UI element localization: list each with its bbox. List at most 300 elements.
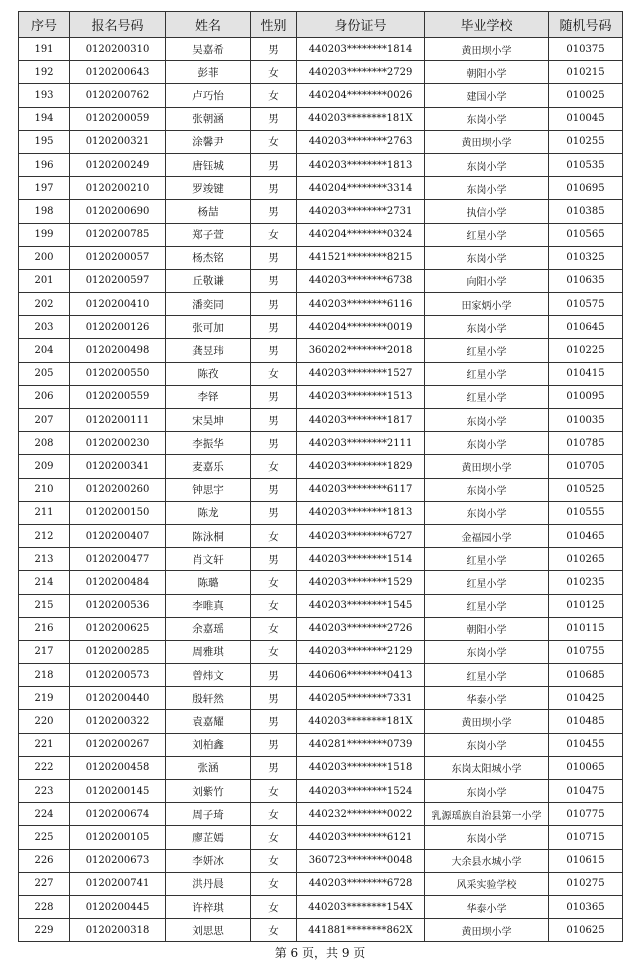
cell-reg-no: 0120200210 bbox=[70, 177, 166, 200]
cell-random-no: 010235 bbox=[549, 571, 623, 594]
cell-index: 194 bbox=[19, 107, 70, 130]
cell-school: 黄田坝小学 bbox=[425, 919, 549, 942]
cell-school: 华泰小学 bbox=[425, 895, 549, 918]
cell-random-no: 010715 bbox=[549, 826, 623, 849]
cell-name: 钟思宇 bbox=[166, 478, 251, 501]
table-body bbox=[19, 38, 623, 942]
cell-school: 红星小学 bbox=[425, 548, 549, 571]
cell-reg-no: 0120200321 bbox=[70, 130, 166, 153]
table-row bbox=[19, 895, 623, 918]
cell-id-no: 440203********1529 bbox=[297, 571, 425, 594]
cell-name: 陈龙 bbox=[166, 501, 251, 524]
cell-reg-no: 0120200440 bbox=[70, 687, 166, 710]
cell-index: 214 bbox=[19, 571, 70, 594]
table-row bbox=[19, 826, 623, 849]
cell-gender: 男 bbox=[251, 246, 297, 269]
cell-school: 执信小学 bbox=[425, 200, 549, 223]
table-row bbox=[19, 177, 623, 200]
cell-reg-no: 0120200690 bbox=[70, 200, 166, 223]
cell-school: 东岗小学 bbox=[425, 432, 549, 455]
cell-id-no: 440203********1527 bbox=[297, 362, 425, 385]
cell-reg-no: 0120200445 bbox=[70, 895, 166, 918]
cell-id-no: 441881********862X bbox=[297, 919, 425, 942]
cell-random-no: 010375 bbox=[549, 38, 623, 61]
cell-school: 东岗小学 bbox=[425, 640, 549, 663]
cell-random-no: 010465 bbox=[549, 524, 623, 547]
table-row bbox=[19, 246, 623, 269]
cell-name: 刘柏鑫 bbox=[166, 733, 251, 756]
cell-name: 殷轩然 bbox=[166, 687, 251, 710]
cell-id-no: 440203********1813 bbox=[297, 153, 425, 176]
table-row bbox=[19, 640, 623, 663]
cell-gender: 女 bbox=[251, 872, 297, 895]
cell-school: 红星小学 bbox=[425, 594, 549, 617]
table-header-row bbox=[19, 12, 623, 38]
cell-index: 209 bbox=[19, 455, 70, 478]
cell-gender: 女 bbox=[251, 223, 297, 246]
cell-index: 202 bbox=[19, 293, 70, 316]
cell-random-no: 010775 bbox=[549, 803, 623, 826]
cell-gender: 男 bbox=[251, 733, 297, 756]
cell-reg-no: 0120200762 bbox=[70, 84, 166, 107]
table-row bbox=[19, 524, 623, 547]
cell-random-no: 010225 bbox=[549, 339, 623, 362]
cell-id-no: 440203********154X bbox=[297, 895, 425, 918]
cell-id-no: 440203********1545 bbox=[297, 594, 425, 617]
table-row bbox=[19, 455, 623, 478]
col-header-random-no: 随机号码 bbox=[549, 12, 623, 38]
cell-name: 周雅琪 bbox=[166, 640, 251, 663]
cell-id-no: 440203********1829 bbox=[297, 455, 425, 478]
cell-name: 李振华 bbox=[166, 432, 251, 455]
col-header-id-no: 身份证号 bbox=[297, 12, 425, 38]
cell-reg-no: 0120200267 bbox=[70, 733, 166, 756]
cell-random-no: 010255 bbox=[549, 130, 623, 153]
table-row bbox=[19, 293, 623, 316]
cell-gender: 男 bbox=[251, 687, 297, 710]
cell-gender: 女 bbox=[251, 524, 297, 547]
cell-index: 216 bbox=[19, 617, 70, 640]
cell-gender: 女 bbox=[251, 640, 297, 663]
table-row bbox=[19, 223, 623, 246]
cell-index: 227 bbox=[19, 872, 70, 895]
table-row bbox=[19, 269, 623, 292]
student-table bbox=[18, 11, 623, 942]
cell-random-no: 010625 bbox=[549, 919, 623, 942]
cell-gender: 女 bbox=[251, 803, 297, 826]
table-row bbox=[19, 107, 623, 130]
cell-name: 周子琦 bbox=[166, 803, 251, 826]
cell-index: 225 bbox=[19, 826, 70, 849]
cell-name: 李铎 bbox=[166, 385, 251, 408]
cell-index: 212 bbox=[19, 524, 70, 547]
cell-reg-no: 0120200573 bbox=[70, 664, 166, 687]
cell-reg-no: 0120200310 bbox=[70, 38, 166, 61]
cell-name: 宋昊坤 bbox=[166, 409, 251, 432]
table-row bbox=[19, 200, 623, 223]
cell-id-no: 440606********0413 bbox=[297, 664, 425, 687]
table-row bbox=[19, 478, 623, 501]
cell-school: 东岗小学 bbox=[425, 409, 549, 432]
table-row bbox=[19, 756, 623, 779]
cell-school: 红星小学 bbox=[425, 362, 549, 385]
cell-id-no: 440203********6117 bbox=[297, 478, 425, 501]
cell-school: 东岗小学 bbox=[425, 153, 549, 176]
cell-id-no: 440203********6727 bbox=[297, 524, 425, 547]
student-list-sheet bbox=[18, 11, 622, 942]
cell-name: 李唯真 bbox=[166, 594, 251, 617]
table-row bbox=[19, 803, 623, 826]
cell-school: 红星小学 bbox=[425, 385, 549, 408]
cell-school: 黄田坝小学 bbox=[425, 38, 549, 61]
cell-reg-no: 0120200498 bbox=[70, 339, 166, 362]
cell-id-no: 440205********7331 bbox=[297, 687, 425, 710]
cell-index: 226 bbox=[19, 849, 70, 872]
cell-name: 张涵 bbox=[166, 756, 251, 779]
cell-index: 193 bbox=[19, 84, 70, 107]
cell-random-no: 010115 bbox=[549, 617, 623, 640]
cell-gender: 男 bbox=[251, 385, 297, 408]
cell-id-no: 440204********0019 bbox=[297, 316, 425, 339]
cell-index: 218 bbox=[19, 664, 70, 687]
cell-id-no: 440203********2129 bbox=[297, 640, 425, 663]
cell-school: 红星小学 bbox=[425, 571, 549, 594]
cell-id-no: 440203********6116 bbox=[297, 293, 425, 316]
cell-random-no: 010615 bbox=[549, 849, 623, 872]
cell-name: 陈泳桐 bbox=[166, 524, 251, 547]
cell-name: 许梓琪 bbox=[166, 895, 251, 918]
table-row bbox=[19, 687, 623, 710]
cell-id-no: 440204********3314 bbox=[297, 177, 425, 200]
cell-id-no: 440203********1518 bbox=[297, 756, 425, 779]
cell-index: 192 bbox=[19, 61, 70, 84]
cell-random-no: 010415 bbox=[549, 362, 623, 385]
cell-name: 吴嘉希 bbox=[166, 38, 251, 61]
cell-random-no: 010555 bbox=[549, 501, 623, 524]
cell-gender: 男 bbox=[251, 200, 297, 223]
cell-index: 222 bbox=[19, 756, 70, 779]
cell-name: 罗竣键 bbox=[166, 177, 251, 200]
cell-index: 223 bbox=[19, 780, 70, 803]
cell-reg-no: 0120200341 bbox=[70, 455, 166, 478]
cell-random-no: 010535 bbox=[549, 153, 623, 176]
cell-gender: 男 bbox=[251, 548, 297, 571]
cell-random-no: 010065 bbox=[549, 756, 623, 779]
cell-id-no: 440203********2111 bbox=[297, 432, 425, 455]
cell-id-no: 440203********181X bbox=[297, 710, 425, 733]
cell-random-no: 010755 bbox=[549, 640, 623, 663]
page-footer: 第 6 页，共 9 页 bbox=[274, 946, 366, 960]
cell-school: 东岗小学 bbox=[425, 246, 549, 269]
cell-school: 东岗小学 bbox=[425, 733, 549, 756]
cell-index: 219 bbox=[19, 687, 70, 710]
cell-school: 田家炳小学 bbox=[425, 293, 549, 316]
table-row bbox=[19, 153, 623, 176]
cell-index: 201 bbox=[19, 269, 70, 292]
cell-school: 黄田坝小学 bbox=[425, 130, 549, 153]
cell-school: 朝阳小学 bbox=[425, 61, 549, 84]
cell-name: 卢巧怡 bbox=[166, 84, 251, 107]
cell-id-no: 440203********6738 bbox=[297, 269, 425, 292]
table-row bbox=[19, 664, 623, 687]
col-header-index: 序号 bbox=[19, 12, 70, 38]
table-row bbox=[19, 409, 623, 432]
cell-gender: 女 bbox=[251, 362, 297, 385]
cell-reg-no: 0120200785 bbox=[70, 223, 166, 246]
cell-reg-no: 0120200318 bbox=[70, 919, 166, 942]
cell-school: 黄田坝小学 bbox=[425, 710, 549, 733]
table-row bbox=[19, 432, 623, 455]
cell-name: 潘奕同 bbox=[166, 293, 251, 316]
cell-reg-no: 0120200322 bbox=[70, 710, 166, 733]
table-row bbox=[19, 130, 623, 153]
cell-name: 陈孜 bbox=[166, 362, 251, 385]
cell-school: 东岗小学 bbox=[425, 177, 549, 200]
cell-reg-no: 0120200260 bbox=[70, 478, 166, 501]
cell-gender: 男 bbox=[251, 38, 297, 61]
cell-index: 215 bbox=[19, 594, 70, 617]
cell-name: 张朝涵 bbox=[166, 107, 251, 130]
cell-name: 肖文轩 bbox=[166, 548, 251, 571]
cell-name: 郑子萱 bbox=[166, 223, 251, 246]
cell-index: 217 bbox=[19, 640, 70, 663]
cell-id-no: 440204********0324 bbox=[297, 223, 425, 246]
cell-gender: 女 bbox=[251, 826, 297, 849]
cell-random-no: 010455 bbox=[549, 733, 623, 756]
cell-gender: 女 bbox=[251, 130, 297, 153]
cell-name: 唐钰城 bbox=[166, 153, 251, 176]
cell-index: 199 bbox=[19, 223, 70, 246]
cell-random-no: 010645 bbox=[549, 316, 623, 339]
cell-gender: 男 bbox=[251, 664, 297, 687]
cell-reg-no: 0120200230 bbox=[70, 432, 166, 455]
cell-name: 刘思思 bbox=[166, 919, 251, 942]
cell-random-no: 010125 bbox=[549, 594, 623, 617]
cell-index: 198 bbox=[19, 200, 70, 223]
col-header-gender: 性别 bbox=[251, 12, 297, 38]
col-header-name: 姓名 bbox=[166, 12, 251, 38]
cell-reg-no: 0120200126 bbox=[70, 316, 166, 339]
col-header-school: 毕业学校 bbox=[425, 12, 549, 38]
cell-school: 大余县水城小学 bbox=[425, 849, 549, 872]
cell-id-no: 440203********1817 bbox=[297, 409, 425, 432]
cell-reg-no: 0120200625 bbox=[70, 617, 166, 640]
cell-gender: 男 bbox=[251, 153, 297, 176]
cell-reg-no: 0120200145 bbox=[70, 780, 166, 803]
cell-random-no: 010785 bbox=[549, 432, 623, 455]
cell-reg-no: 0120200741 bbox=[70, 872, 166, 895]
cell-gender: 男 bbox=[251, 432, 297, 455]
cell-random-no: 010565 bbox=[549, 223, 623, 246]
table-row bbox=[19, 872, 623, 895]
table-row bbox=[19, 362, 623, 385]
cell-reg-no: 0120200407 bbox=[70, 524, 166, 547]
cell-random-no: 010685 bbox=[549, 664, 623, 687]
cell-gender: 男 bbox=[251, 409, 297, 432]
cell-name: 杨杰铭 bbox=[166, 246, 251, 269]
cell-reg-no: 0120200410 bbox=[70, 293, 166, 316]
table-row bbox=[19, 617, 623, 640]
cell-name: 余嘉瑶 bbox=[166, 617, 251, 640]
cell-gender: 男 bbox=[251, 293, 297, 316]
cell-name: 涂馨尹 bbox=[166, 130, 251, 153]
cell-id-no: 440203********1813 bbox=[297, 501, 425, 524]
cell-gender: 男 bbox=[251, 756, 297, 779]
cell-school: 东岗小学 bbox=[425, 826, 549, 849]
cell-index: 205 bbox=[19, 362, 70, 385]
table-row bbox=[19, 733, 623, 756]
cell-school: 东岗小学 bbox=[425, 316, 549, 339]
cell-reg-no: 0120200559 bbox=[70, 385, 166, 408]
cell-random-no: 010035 bbox=[549, 409, 623, 432]
cell-name: 龚昱玮 bbox=[166, 339, 251, 362]
cell-gender: 女 bbox=[251, 571, 297, 594]
cell-school: 红星小学 bbox=[425, 223, 549, 246]
cell-random-no: 010475 bbox=[549, 780, 623, 803]
cell-school: 向阳小学 bbox=[425, 269, 549, 292]
cell-school: 东岗小学 bbox=[425, 478, 549, 501]
cell-gender: 男 bbox=[251, 478, 297, 501]
cell-school: 华泰小学 bbox=[425, 687, 549, 710]
table-row bbox=[19, 919, 623, 942]
cell-reg-no: 0120200674 bbox=[70, 803, 166, 826]
cell-name: 袁嘉耀 bbox=[166, 710, 251, 733]
cell-index: 203 bbox=[19, 316, 70, 339]
cell-id-no: 440203********181X bbox=[297, 107, 425, 130]
cell-id-no: 440203********1513 bbox=[297, 385, 425, 408]
cell-index: 204 bbox=[19, 339, 70, 362]
cell-gender: 男 bbox=[251, 501, 297, 524]
cell-index: 196 bbox=[19, 153, 70, 176]
cell-random-no: 010635 bbox=[549, 269, 623, 292]
cell-gender: 女 bbox=[251, 919, 297, 942]
table-row bbox=[19, 710, 623, 733]
cell-random-no: 010485 bbox=[549, 710, 623, 733]
cell-school: 红星小学 bbox=[425, 664, 549, 687]
cell-id-no: 440203********2729 bbox=[297, 61, 425, 84]
cell-gender: 男 bbox=[251, 339, 297, 362]
cell-random-no: 010575 bbox=[549, 293, 623, 316]
cell-index: 220 bbox=[19, 710, 70, 733]
cell-id-no: 440232********0022 bbox=[297, 803, 425, 826]
cell-school: 东岗小学 bbox=[425, 107, 549, 130]
cell-random-no: 010045 bbox=[549, 107, 623, 130]
cell-school: 乳源瑶族自治县第一小学 bbox=[425, 803, 549, 826]
cell-index: 197 bbox=[19, 177, 70, 200]
cell-school: 东岗小学 bbox=[425, 780, 549, 803]
cell-gender: 女 bbox=[251, 895, 297, 918]
cell-reg-no: 0120200458 bbox=[70, 756, 166, 779]
cell-reg-no: 0120200597 bbox=[70, 269, 166, 292]
table-row bbox=[19, 339, 623, 362]
cell-random-no: 010695 bbox=[549, 177, 623, 200]
cell-reg-no: 0120200536 bbox=[70, 594, 166, 617]
cell-reg-no: 0120200673 bbox=[70, 849, 166, 872]
cell-random-no: 010385 bbox=[549, 200, 623, 223]
cell-index: 210 bbox=[19, 478, 70, 501]
cell-id-no: 440203********2726 bbox=[297, 617, 425, 640]
cell-id-no: 440203********1514 bbox=[297, 548, 425, 571]
cell-gender: 男 bbox=[251, 710, 297, 733]
cell-gender: 男 bbox=[251, 177, 297, 200]
table-row bbox=[19, 594, 623, 617]
cell-name: 陈璐 bbox=[166, 571, 251, 594]
cell-name: 洪丹晨 bbox=[166, 872, 251, 895]
cell-name: 张可加 bbox=[166, 316, 251, 339]
cell-random-no: 010215 bbox=[549, 61, 623, 84]
table-row bbox=[19, 571, 623, 594]
cell-reg-no: 0120200477 bbox=[70, 548, 166, 571]
cell-gender: 男 bbox=[251, 269, 297, 292]
cell-reg-no: 0120200484 bbox=[70, 571, 166, 594]
cell-index: 208 bbox=[19, 432, 70, 455]
table-row bbox=[19, 316, 623, 339]
cell-index: 228 bbox=[19, 895, 70, 918]
cell-index: 206 bbox=[19, 385, 70, 408]
table-row bbox=[19, 548, 623, 571]
cell-index: 195 bbox=[19, 130, 70, 153]
cell-index: 221 bbox=[19, 733, 70, 756]
cell-id-no: 440203********2731 bbox=[297, 200, 425, 223]
cell-name: 杨喆 bbox=[166, 200, 251, 223]
cell-name: 麦嘉乐 bbox=[166, 455, 251, 478]
cell-gender: 男 bbox=[251, 107, 297, 130]
cell-index: 191 bbox=[19, 38, 70, 61]
cell-index: 213 bbox=[19, 548, 70, 571]
cell-school: 朝阳小学 bbox=[425, 617, 549, 640]
cell-school: 东岗小学 bbox=[425, 501, 549, 524]
cell-reg-no: 0120200643 bbox=[70, 61, 166, 84]
cell-reg-no: 0120200285 bbox=[70, 640, 166, 663]
cell-index: 200 bbox=[19, 246, 70, 269]
table-row bbox=[19, 61, 623, 84]
cell-school: 黄田坝小学 bbox=[425, 455, 549, 478]
cell-id-no: 440281********0739 bbox=[297, 733, 425, 756]
cell-id-no: 440204********0026 bbox=[297, 84, 425, 107]
cell-random-no: 010275 bbox=[549, 872, 623, 895]
table-row bbox=[19, 780, 623, 803]
table-row bbox=[19, 501, 623, 524]
cell-random-no: 010325 bbox=[549, 246, 623, 269]
col-header-reg-no: 报名号码 bbox=[70, 12, 166, 38]
cell-id-no: 360723********0048 bbox=[297, 849, 425, 872]
cell-id-no: 440203********1524 bbox=[297, 780, 425, 803]
cell-name: 李妍冰 bbox=[166, 849, 251, 872]
cell-id-no: 440203********1814 bbox=[297, 38, 425, 61]
cell-id-no: 440203********2763 bbox=[297, 130, 425, 153]
cell-reg-no: 0120200550 bbox=[70, 362, 166, 385]
cell-index: 211 bbox=[19, 501, 70, 524]
cell-name: 廖芷嫣 bbox=[166, 826, 251, 849]
cell-school: 金福园小学 bbox=[425, 524, 549, 547]
cell-reg-no: 0120200057 bbox=[70, 246, 166, 269]
cell-gender: 女 bbox=[251, 84, 297, 107]
cell-reg-no: 0120200249 bbox=[70, 153, 166, 176]
cell-id-no: 440203********6728 bbox=[297, 872, 425, 895]
cell-gender: 女 bbox=[251, 61, 297, 84]
cell-school: 建国小学 bbox=[425, 84, 549, 107]
cell-reg-no: 0120200150 bbox=[70, 501, 166, 524]
cell-gender: 女 bbox=[251, 594, 297, 617]
cell-gender: 女 bbox=[251, 455, 297, 478]
cell-school: 东岗太阳城小学 bbox=[425, 756, 549, 779]
cell-id-no: 440203********6121 bbox=[297, 826, 425, 849]
cell-name: 曾炜文 bbox=[166, 664, 251, 687]
cell-id-no: 441521********8215 bbox=[297, 246, 425, 269]
table-row bbox=[19, 84, 623, 107]
cell-index: 229 bbox=[19, 919, 70, 942]
cell-gender: 女 bbox=[251, 780, 297, 803]
